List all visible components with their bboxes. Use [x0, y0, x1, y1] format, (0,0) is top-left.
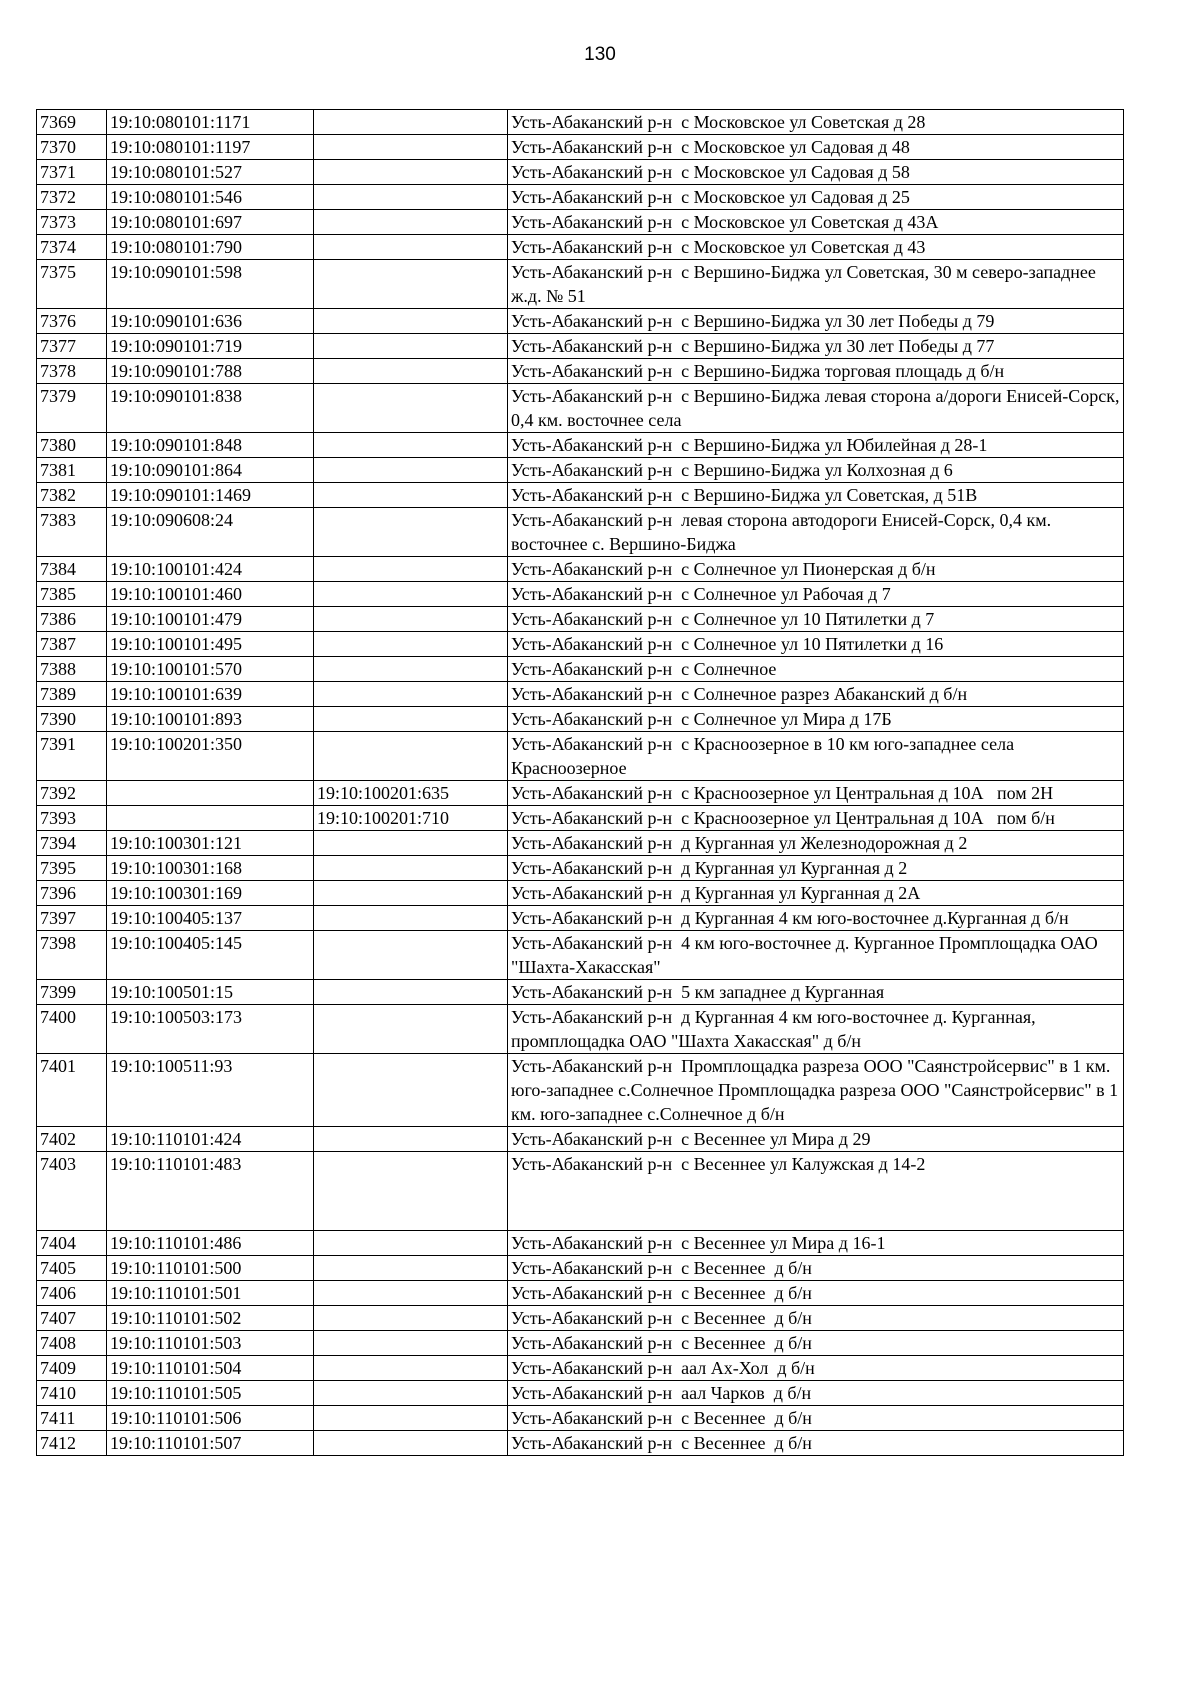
premises-cadastral-number-cell — [314, 1406, 508, 1431]
address-cell: Усть-Абаканский р-н с Вершино-Биджа ул 30 лет Победы д 79 — [508, 309, 1124, 334]
row-number-cell: 7372 — [37, 185, 107, 210]
row-number-cell: 7374 — [37, 235, 107, 260]
address-cell: Усть-Абаканский р-н аал Чарков д б/н — [508, 1381, 1124, 1406]
cadastral-number-cell: 19:10:100503:173 — [107, 1005, 314, 1054]
premises-cadastral-number-cell: 19:10:100201:635 — [314, 781, 508, 806]
row-number-cell: 7411 — [37, 1406, 107, 1431]
premises-cadastral-number-cell — [314, 1356, 508, 1381]
table-row — [37, 160, 1124, 185]
table-row — [37, 906, 1124, 931]
address-cell: Усть-Абаканский р-н с Весеннее д б/н — [508, 1281, 1124, 1306]
table-body — [37, 110, 1124, 1456]
cadastral-number-cell: 19:10:090101:636 — [107, 309, 314, 334]
address-cell: Усть-Абаканский р-н 4 км юго-восточнее д. Курганное Промплощадка ОАО "Шахта-Хакасская" — [508, 931, 1124, 980]
cadastral-number-cell: 19:10:100101:460 — [107, 582, 314, 607]
premises-cadastral-number-cell — [314, 1005, 508, 1054]
cadastral-number-cell: 19:10:110101:507 — [107, 1431, 314, 1456]
cadastral-number-cell: 19:10:100301:121 — [107, 831, 314, 856]
table-row — [37, 1356, 1124, 1381]
row-number-cell: 7383 — [37, 508, 107, 557]
row-number-cell: 7399 — [37, 980, 107, 1005]
row-number-cell: 7378 — [37, 359, 107, 384]
cadastral-number-cell: 19:10:080101:546 — [107, 185, 314, 210]
cadastral-number-cell: 19:10:100501:15 — [107, 980, 314, 1005]
address-cell: Усть-Абаканский р-н с Солнечное разрез Абаканский д б/н — [508, 682, 1124, 707]
table-row — [37, 707, 1124, 732]
row-number-cell: 7379 — [37, 384, 107, 433]
cadastral-number-cell: 19:10:110101:502 — [107, 1306, 314, 1331]
address-cell: Усть-Абаканский р-н д Курганная ул Железнодорожная д 2 — [508, 831, 1124, 856]
premises-cadastral-number-cell — [314, 881, 508, 906]
address-cell: Усть-Абаканский р-н с Вершино-Биджа торговая площадь д б/н — [508, 359, 1124, 384]
cadastral-number-cell: 19:10:090101:864 — [107, 458, 314, 483]
row-number-cell: 7401 — [37, 1054, 107, 1127]
address-cell: Усть-Абаканский р-н д Курганная 4 км юго-восточнее д.Курганная д б/н — [508, 906, 1124, 931]
premises-cadastral-number-cell — [314, 309, 508, 334]
cadastral-number-cell: 19:10:110101:503 — [107, 1331, 314, 1356]
table-row — [37, 210, 1124, 235]
row-number-cell: 7396 — [37, 881, 107, 906]
row-number-cell: 7402 — [37, 1127, 107, 1152]
table-row — [37, 881, 1124, 906]
cadastral-number-cell: 19:10:080101:790 — [107, 235, 314, 260]
row-number-cell: 7398 — [37, 931, 107, 980]
premises-cadastral-number-cell — [314, 1231, 508, 1256]
address-cell: Усть-Абаканский р-н с Весеннее д б/н — [508, 1256, 1124, 1281]
premises-cadastral-number-cell — [314, 483, 508, 508]
premises-cadastral-number-cell — [314, 906, 508, 931]
row-number-cell: 7397 — [37, 906, 107, 931]
row-number-cell: 7382 — [37, 483, 107, 508]
table-row — [37, 458, 1124, 483]
table-row — [37, 1381, 1124, 1406]
row-number-cell: 7390 — [37, 707, 107, 732]
cadastral-number-cell: 19:10:110101:486 — [107, 1231, 314, 1256]
table-row — [37, 657, 1124, 682]
premises-cadastral-number-cell — [314, 931, 508, 980]
cadastral-number-cell: 19:10:100201:350 — [107, 732, 314, 781]
table-row — [37, 1331, 1124, 1356]
cadastral-number-cell: 19:10:100101:893 — [107, 707, 314, 732]
row-number-cell: 7394 — [37, 831, 107, 856]
address-cell: Усть-Абаканский р-н с Вершино-Биджа левая сторона а/дороги Енисей-Сорск, 0,4 км. восточнее села — [508, 384, 1124, 433]
address-cell: Усть-Абаканский р-н с Московское ул Советская д 43А — [508, 210, 1124, 235]
table-row — [37, 856, 1124, 881]
address-cell: Усть-Абаканский р-н д Курганная ул Курганная д 2А — [508, 881, 1124, 906]
cadastral-number-cell — [107, 806, 314, 831]
premises-cadastral-number-cell — [314, 831, 508, 856]
cadastral-number-cell: 19:10:110101:506 — [107, 1406, 314, 1431]
table-row — [37, 1152, 1124, 1231]
row-number-cell: 7375 — [37, 260, 107, 309]
premises-cadastral-number-cell — [314, 1054, 508, 1127]
row-number-cell: 7388 — [37, 657, 107, 682]
address-cell: Усть-Абаканский р-н с Весеннее ул Мира д 29 — [508, 1127, 1124, 1152]
cadastral-number-cell: 19:10:090101:838 — [107, 384, 314, 433]
premises-cadastral-number-cell — [314, 334, 508, 359]
address-cell: Усть-Абаканский р-н с Московское ул Советская д 43 — [508, 235, 1124, 260]
premises-cadastral-number-cell: 19:10:100201:710 — [314, 806, 508, 831]
cadastral-number-cell: 19:10:110101:505 — [107, 1381, 314, 1406]
cadastral-number-cell: 19:10:090608:24 — [107, 508, 314, 557]
cadastral-number-cell: 19:10:100511:93 — [107, 1054, 314, 1127]
address-cell: Усть-Абаканский р-н с Весеннее ул Мира д 16-1 — [508, 1231, 1124, 1256]
address-cell: Усть-Абаканский р-н с Весеннее д б/н — [508, 1406, 1124, 1431]
row-number-cell: 7404 — [37, 1231, 107, 1256]
table-row — [37, 260, 1124, 309]
table-row — [37, 1406, 1124, 1431]
address-cell: Усть-Абаканский р-н с Солнечное ул Мира д 17Б — [508, 707, 1124, 732]
property-registry-table — [36, 109, 1124, 1456]
address-cell: Усть-Абаканский р-н с Солнечное — [508, 657, 1124, 682]
row-number-cell: 7392 — [37, 781, 107, 806]
cadastral-number-cell: 19:10:090101:788 — [107, 359, 314, 384]
premises-cadastral-number-cell — [314, 707, 508, 732]
cadastral-number-cell: 19:10:110101:483 — [107, 1152, 314, 1231]
table-row — [37, 557, 1124, 582]
table-row — [37, 1127, 1124, 1152]
address-cell: Усть-Абаканский р-н с Красноозерное ул Центральная д 10А пом 2Н — [508, 781, 1124, 806]
table-row — [37, 508, 1124, 557]
premises-cadastral-number-cell — [314, 1152, 508, 1231]
address-cell: Усть-Абаканский р-н с Весеннее д б/н — [508, 1306, 1124, 1331]
table-row — [37, 384, 1124, 433]
cadastral-number-cell: 19:10:110101:500 — [107, 1256, 314, 1281]
cadastral-number-cell: 19:10:090101:1469 — [107, 483, 314, 508]
cadastral-number-cell: 19:10:080101:1171 — [107, 110, 314, 135]
row-number-cell: 7380 — [37, 433, 107, 458]
address-cell: Усть-Абаканский р-н д Курганная ул Курганная д 2 — [508, 856, 1124, 881]
address-cell: Усть-Абаканский р-н с Красноозерное в 10 км юго-западнее села Красноозерное — [508, 732, 1124, 781]
premises-cadastral-number-cell — [314, 1381, 508, 1406]
premises-cadastral-number-cell — [314, 384, 508, 433]
cadastral-number-cell: 19:10:080101:1197 — [107, 135, 314, 160]
row-number-cell: 7403 — [37, 1152, 107, 1231]
table-row — [37, 1256, 1124, 1281]
premises-cadastral-number-cell — [314, 235, 508, 260]
cadastral-number-cell: 19:10:100101:639 — [107, 682, 314, 707]
address-cell: Усть-Абаканский р-н с Московское ул Советская д 28 — [508, 110, 1124, 135]
cadastral-number-cell: 19:10:110101:504 — [107, 1356, 314, 1381]
table-row — [37, 682, 1124, 707]
table-row — [37, 433, 1124, 458]
address-cell: Усть-Абаканский р-н аал Ах-Хол д б/н — [508, 1356, 1124, 1381]
premises-cadastral-number-cell — [314, 160, 508, 185]
row-number-cell: 7381 — [37, 458, 107, 483]
address-cell: Усть-Абаканский р-н с Московское ул Садовая д 25 — [508, 185, 1124, 210]
premises-cadastral-number-cell — [314, 582, 508, 607]
address-cell: Усть-Абаканский р-н с Вершино-Биджа ул Советская, 30 м северо-западнее ж.д. № 51 — [508, 260, 1124, 309]
premises-cadastral-number-cell — [314, 185, 508, 210]
cadastral-number-cell: 19:10:110101:424 — [107, 1127, 314, 1152]
row-number-cell: 7369 — [37, 110, 107, 135]
table-row — [37, 931, 1124, 980]
address-cell: Усть-Абаканский р-н с Весеннее д б/н — [508, 1431, 1124, 1456]
table-row — [37, 582, 1124, 607]
premises-cadastral-number-cell — [314, 1281, 508, 1306]
table-row — [37, 1281, 1124, 1306]
address-cell: Усть-Абаканский р-н с Московское ул Садовая д 48 — [508, 135, 1124, 160]
premises-cadastral-number-cell — [314, 359, 508, 384]
address-cell: Усть-Абаканский р-н с Красноозерное ул Центральная д 10А пом б/н — [508, 806, 1124, 831]
cadastral-number-cell: 19:10:100301:168 — [107, 856, 314, 881]
premises-cadastral-number-cell — [314, 732, 508, 781]
cadastral-number-cell: 19:10:100405:145 — [107, 931, 314, 980]
premises-cadastral-number-cell — [314, 557, 508, 582]
row-number-cell: 7395 — [37, 856, 107, 881]
premises-cadastral-number-cell — [314, 682, 508, 707]
cadastral-number-cell: 19:10:100101:424 — [107, 557, 314, 582]
premises-cadastral-number-cell — [314, 508, 508, 557]
address-cell: Усть-Абаканский р-н Промплощадка разреза ООО "Саянстройсервис" в 1 км. юго-западнее с.Солнечное Промплощадка разреза ООО "Саянстройсервис" в 1 км. юго-западнее с.Солнечное д б/н — [508, 1054, 1124, 1127]
row-number-cell: 7412 — [37, 1431, 107, 1456]
row-number-cell: 7384 — [37, 557, 107, 582]
row-number-cell: 7385 — [37, 582, 107, 607]
premises-cadastral-number-cell — [314, 1431, 508, 1456]
address-cell: Усть-Абаканский р-н с Солнечное ул Рабочая д 7 — [508, 582, 1124, 607]
row-number-cell: 7371 — [37, 160, 107, 185]
table-row — [37, 806, 1124, 831]
row-number-cell: 7405 — [37, 1256, 107, 1281]
cadastral-number-cell: 19:10:080101:527 — [107, 160, 314, 185]
cadastral-number-cell: 19:10:100101:495 — [107, 632, 314, 657]
row-number-cell: 7409 — [37, 1356, 107, 1381]
premises-cadastral-number-cell — [314, 433, 508, 458]
cadastral-number-cell: 19:10:090101:719 — [107, 334, 314, 359]
cadastral-number-cell: 19:10:100301:169 — [107, 881, 314, 906]
table-row — [37, 1231, 1124, 1256]
cadastral-number-cell: 19:10:100101:570 — [107, 657, 314, 682]
table-row — [37, 632, 1124, 657]
cadastral-number-cell — [107, 781, 314, 806]
address-cell: Усть-Абаканский р-н с Вершино-Биджа ул Юбилейная д 28-1 — [508, 433, 1124, 458]
address-cell: Усть-Абаканский р-н с Солнечное ул 10 Пятилетки д 16 — [508, 632, 1124, 657]
table-row — [37, 309, 1124, 334]
address-cell: Усть-Абаканский р-н с Весеннее ул Калужская д 14-2 — [508, 1152, 1124, 1231]
address-cell: Усть-Абаканский р-н с Солнечное ул Пионерская д б/н — [508, 557, 1124, 582]
table-row — [37, 185, 1124, 210]
table-row — [37, 781, 1124, 806]
address-cell: Усть-Абаканский р-н 5 км западнее д Курганная — [508, 980, 1124, 1005]
cadastral-number-cell: 19:10:100405:137 — [107, 906, 314, 931]
address-cell: Усть-Абаканский р-н с Вершино-Биджа ул 30 лет Победы д 77 — [508, 334, 1124, 359]
table-row — [37, 110, 1124, 135]
row-number-cell: 7389 — [37, 682, 107, 707]
row-number-cell: 7377 — [37, 334, 107, 359]
row-number-cell: 7376 — [37, 309, 107, 334]
row-number-cell: 7386 — [37, 607, 107, 632]
row-number-cell: 7370 — [37, 135, 107, 160]
premises-cadastral-number-cell — [314, 657, 508, 682]
address-cell: Усть-Абаканский р-н д Курганная 4 км юго-восточнее д. Курганная, промплощадка ОАО "Шахта Хакасская" д б/н — [508, 1005, 1124, 1054]
table-row — [37, 1431, 1124, 1456]
table-row — [37, 980, 1124, 1005]
row-number-cell: 7408 — [37, 1331, 107, 1356]
address-cell: Усть-Абаканский р-н левая сторона автодороги Енисей-Сорск, 0,4 км. восточнее с. Вершино-Биджа — [508, 508, 1124, 557]
premises-cadastral-number-cell — [314, 135, 508, 160]
premises-cadastral-number-cell — [314, 1256, 508, 1281]
table-row — [37, 1005, 1124, 1054]
table-row — [37, 732, 1124, 781]
table-row — [37, 359, 1124, 384]
table-row — [37, 135, 1124, 160]
table-row — [37, 235, 1124, 260]
row-number-cell: 7407 — [37, 1306, 107, 1331]
premises-cadastral-number-cell — [314, 260, 508, 309]
premises-cadastral-number-cell — [314, 632, 508, 657]
table-row — [37, 483, 1124, 508]
premises-cadastral-number-cell — [314, 1306, 508, 1331]
row-number-cell: 7410 — [37, 1381, 107, 1406]
row-number-cell: 7400 — [37, 1005, 107, 1054]
address-cell: Усть-Абаканский р-н с Вершино-Биджа ул Советская, д 51В — [508, 483, 1124, 508]
premises-cadastral-number-cell — [314, 980, 508, 1005]
premises-cadastral-number-cell — [314, 458, 508, 483]
premises-cadastral-number-cell — [314, 1127, 508, 1152]
table-row — [37, 1054, 1124, 1127]
row-number-cell: 7387 — [37, 632, 107, 657]
table-row — [37, 831, 1124, 856]
premises-cadastral-number-cell — [314, 110, 508, 135]
premises-cadastral-number-cell — [314, 1331, 508, 1356]
row-number-cell: 7406 — [37, 1281, 107, 1306]
premises-cadastral-number-cell — [314, 210, 508, 235]
premises-cadastral-number-cell — [314, 856, 508, 881]
cadastral-number-cell: 19:10:100101:479 — [107, 607, 314, 632]
page-number: 130 — [584, 44, 616, 65]
table-row — [37, 1306, 1124, 1331]
address-cell: Усть-Абаканский р-н с Вершино-Биджа ул Колхозная д 6 — [508, 458, 1124, 483]
cadastral-number-cell: 19:10:090101:848 — [107, 433, 314, 458]
address-cell: Усть-Абаканский р-н с Весеннее д б/н — [508, 1331, 1124, 1356]
cadastral-number-cell: 19:10:110101:501 — [107, 1281, 314, 1306]
row-number-cell: 7373 — [37, 210, 107, 235]
table-row — [37, 607, 1124, 632]
premises-cadastral-number-cell — [314, 607, 508, 632]
row-number-cell: 7391 — [37, 732, 107, 781]
address-cell: Усть-Абаканский р-н с Солнечное ул 10 Пятилетки д 7 — [508, 607, 1124, 632]
cadastral-number-cell: 19:10:080101:697 — [107, 210, 314, 235]
cadastral-number-cell: 19:10:090101:598 — [107, 260, 314, 309]
address-cell: Усть-Абаканский р-н с Московское ул Садовая д 58 — [508, 160, 1124, 185]
row-number-cell: 7393 — [37, 806, 107, 831]
table-row — [37, 334, 1124, 359]
